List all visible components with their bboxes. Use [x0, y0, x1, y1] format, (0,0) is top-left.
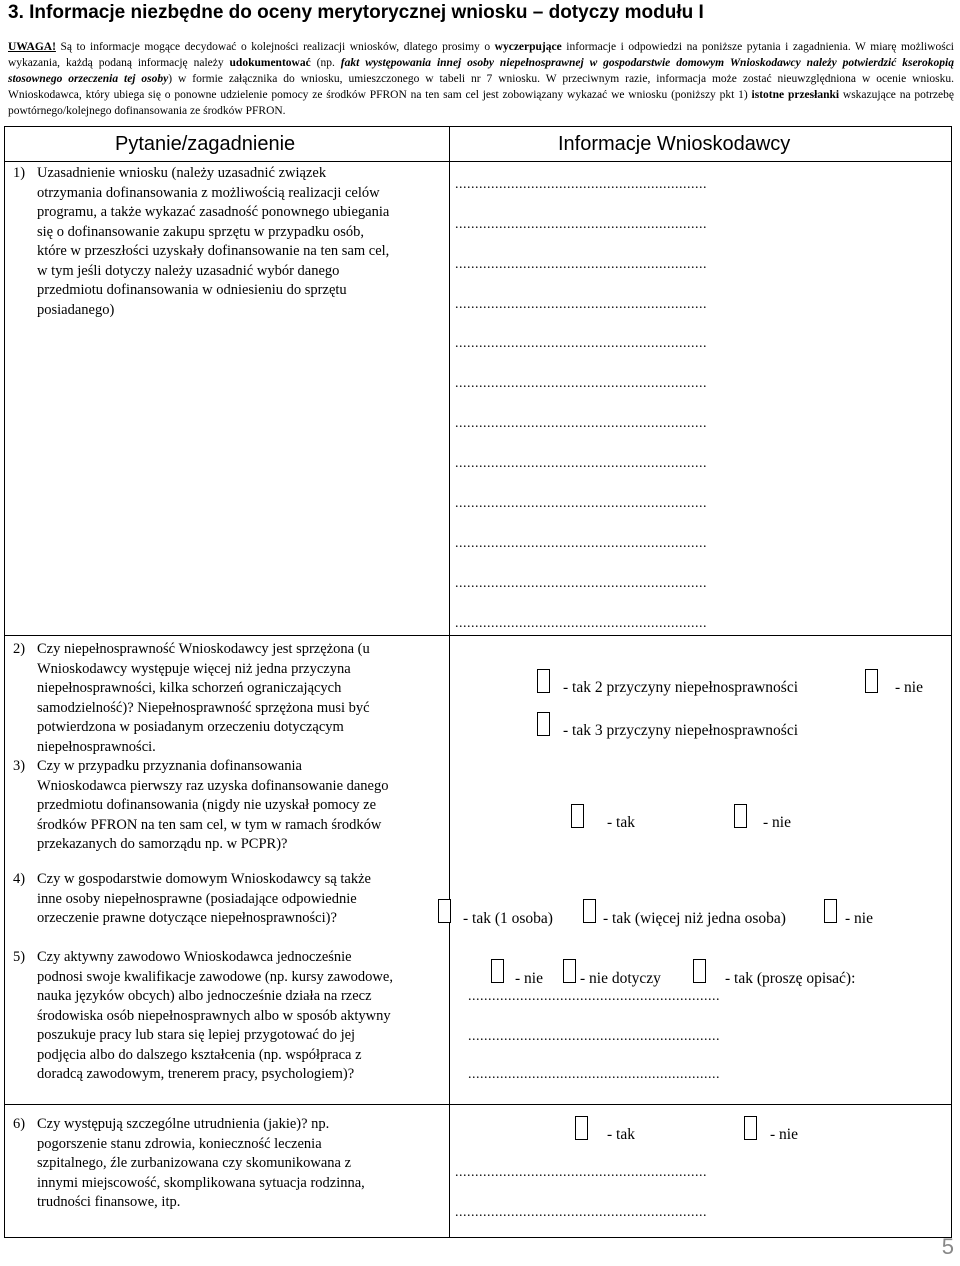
- questions-table: [4, 126, 952, 1238]
- question-2: [13, 640, 393, 757]
- option-label: - nie: [515, 970, 543, 987]
- row-divider: [5, 635, 951, 636]
- column-header-question: Pytanie/zagadnienie: [115, 133, 296, 155]
- checkbox-q5-not-applicable[interactable]: [563, 959, 576, 983]
- answer-line[interactable]: ...............................................................: [455, 416, 707, 431]
- option-label: - tak: [607, 814, 635, 831]
- checkbox-q2-two-causes[interactable]: [537, 669, 550, 693]
- question-text: Czy w przypadku przyznania dofinansowania Wnioskodawca pierwszy raz uzyska dofinansowanie danego przedmiotu dofinansowania (nigdy nie uzyskał pomocy ze środków PFRON na ten sam cel, w tym w ramach środków przekazanych do samorządu np. w PCPR)?: [37, 758, 389, 852]
- answer-line[interactable]: ...............................................................: [455, 1205, 707, 1220]
- answer-line[interactable]: ...............................................................: [455, 336, 707, 351]
- answer-line[interactable]: ...............................................................: [455, 297, 707, 312]
- option-label: - tak 3 przyczyny niepełnosprawności: [563, 722, 799, 739]
- answer-line[interactable]: ...............................................................: [455, 456, 707, 471]
- row-divider: [5, 1104, 951, 1105]
- notice-italic: fakt występowania innej osoby niepełnosprawnej w gospodarstwie domowym Wnioskodawcy należy potwierdzić kserokopią stosownego orzeczenia tej osoby: [8, 57, 954, 85]
- question-text: Czy w gospodarstwie domowym Wnioskodawcy są także inne osoby niepełnosprawne (posiadające odpowiednie orzeczenie prawne dotyczące niepełnosprawności)?: [37, 871, 371, 926]
- answer-line[interactable]: ...............................................................: [468, 1067, 720, 1082]
- notice-paragraph: [8, 39, 954, 119]
- checkbox-q6-no[interactable]: [744, 1116, 757, 1140]
- notice-text: wskazujące na potrzebę powtórnego/kolejnego dofinansowania ze środków PFRON.: [8, 89, 954, 117]
- answer-line[interactable]: ...............................................................: [468, 1029, 720, 1044]
- page-number: 5: [941, 1234, 954, 1259]
- answer-line[interactable]: ...............................................................: [455, 217, 707, 232]
- row-divider: [5, 161, 951, 162]
- question-number: 4): [13, 871, 26, 887]
- question-text: Czy występują szczególne utrudnienia (jakie)? np. pogorszenie stanu zdrowia, konieczność leczenia szpitalnego, źle zurbanizowana czy skomunikowana z innymi miejscowość, skomplikowana sytuacja rodzinna, trudności finansowe, itp.: [37, 1116, 365, 1210]
- option-label: - tak 2 przyczyny niepełnosprawności: [563, 679, 799, 696]
- question-3: [13, 757, 393, 855]
- option-label: - nie: [845, 910, 873, 927]
- question-number: 6): [13, 1116, 26, 1132]
- checkbox-q2-three-causes[interactable]: [537, 712, 550, 736]
- checkbox-q4-one-person[interactable]: [438, 899, 451, 923]
- answer-line[interactable]: ...............................................................: [455, 257, 707, 272]
- answer-line[interactable]: ...............................................................: [455, 536, 707, 551]
- page-title: 3. Informacje niezbędne do oceny merytorycznej wniosku – dotyczy modułu I: [8, 2, 704, 23]
- column-header-answer: Informacje Wnioskodawcy: [558, 133, 791, 155]
- checkbox-q5-no[interactable]: [491, 959, 504, 983]
- option-label: - tak (więcej niż jedna osoba): [603, 910, 786, 927]
- notice-bold: wyczerpujące: [494, 41, 562, 53]
- notice-text: informacje i odpowiedzi na poniższe pytania i zagadnienia. W miarę możliwości wykazania, każdą podaną informację należy: [8, 41, 954, 69]
- option-label: - tak: [607, 1126, 635, 1143]
- question-5: [13, 948, 393, 1085]
- option-label: - tak (1 osoba): [463, 910, 553, 927]
- notice-text: (np.: [310, 57, 341, 69]
- question-6: [13, 1115, 393, 1213]
- answer-line[interactable]: ...............................................................: [455, 1165, 707, 1180]
- notice-bold: udokumentować: [229, 57, 311, 69]
- option-label: - nie: [763, 814, 791, 831]
- answer-line[interactable]: ...............................................................: [468, 989, 720, 1004]
- notice-label: UWAGA!: [8, 41, 56, 53]
- option-label: - nie: [770, 1126, 798, 1143]
- question-number: 5): [13, 949, 26, 965]
- question-number: 1): [13, 165, 26, 181]
- checkbox-q6-yes[interactable]: [575, 1116, 588, 1140]
- question-text: Czy aktywny zawodowo Wnioskodawca jednocześnie podnosi swoje kwalifikacje zawodowe (np. kursy zawodowe, nauka języków obcych) albo jednocześnie działa na rzecz środowiska osób niepełnosprawnych albo w sposób aktywny poszukuje pracy lub stara się lepiej przygotować do jej podjęcia albo do dalszego kształcenia (np. współpraca z doradcą zawodowym, trenerem pracy, psychologiem)?: [37, 949, 393, 1082]
- option-label: - tak (proszę opisać):: [725, 970, 856, 987]
- question-number: 2): [13, 641, 26, 657]
- checkbox-q2-no[interactable]: [865, 669, 878, 693]
- answer-line[interactable]: ...............................................................: [455, 576, 707, 591]
- checkbox-q5-yes[interactable]: [693, 959, 706, 983]
- answer-line[interactable]: ...............................................................: [455, 177, 707, 192]
- question-number: 3): [13, 758, 26, 774]
- checkbox-q4-more-persons[interactable]: [583, 899, 596, 923]
- checkbox-q4-no[interactable]: [824, 899, 837, 923]
- question-1: [13, 164, 393, 320]
- question-text: Czy niepełnosprawność Wnioskodawcy jest sprzężona (u Wnioskodawcy występuje więcej niż jedna przyczyna niepełnosprawności, kilka schorzeń ograniczających samodzielność)? Niepełnosprawność sprzężona musi być potwierdzona w posiadanym orzeczeniu dotyczącym niepełnosprawności.: [37, 641, 370, 755]
- answer-line[interactable]: ...............................................................: [455, 376, 707, 391]
- answer-line[interactable]: ...............................................................: [455, 496, 707, 511]
- notice-text: Są to informacje mogące decydować o kolejności realizacji wniosków, dlatego prosimy o: [55, 41, 495, 53]
- checkbox-q3-no[interactable]: [734, 804, 747, 828]
- question-4: [13, 870, 393, 929]
- checkbox-q3-yes[interactable]: [571, 804, 584, 828]
- notice-bold: istotne przesłanki: [751, 89, 840, 101]
- option-label: - nie dotyczy: [580, 970, 661, 987]
- answer-line[interactable]: ...............................................................: [455, 616, 707, 631]
- question-text: Uzasadnienie wniosku (należy uzasadnić związek otrzymania dofinansowania z możliwością realizacji celów programu, a także wykazać zasadność ponownego ubiegania się o dofinansowanie zakupu sprzętu w przypadku osób, które w przeszłości uzyskały dofinansowanie na ten sam cel, w tym jeśli dotyczy należy uzasadnić wybór danego przedmiotu dofinansowania w odniesieniu do sprzętu posiadanego): [37, 165, 390, 318]
- column-divider: [449, 127, 450, 1237]
- notice-text: ) w formie załącznika do wniosku, umieszczonego w tabeli nr 7 wniosku. W przeciwnym razie, informacja może zostać nieuwzględniona w ocenie wniosku. Wnioskodawca, który ubiega się o ponowne udzielenie pomocy ze środków PFRON na ten sam cel jest zobowiązany wykazać we wniosku (poniższy pkt 1): [8, 73, 954, 101]
- option-label: - nie: [895, 679, 923, 696]
